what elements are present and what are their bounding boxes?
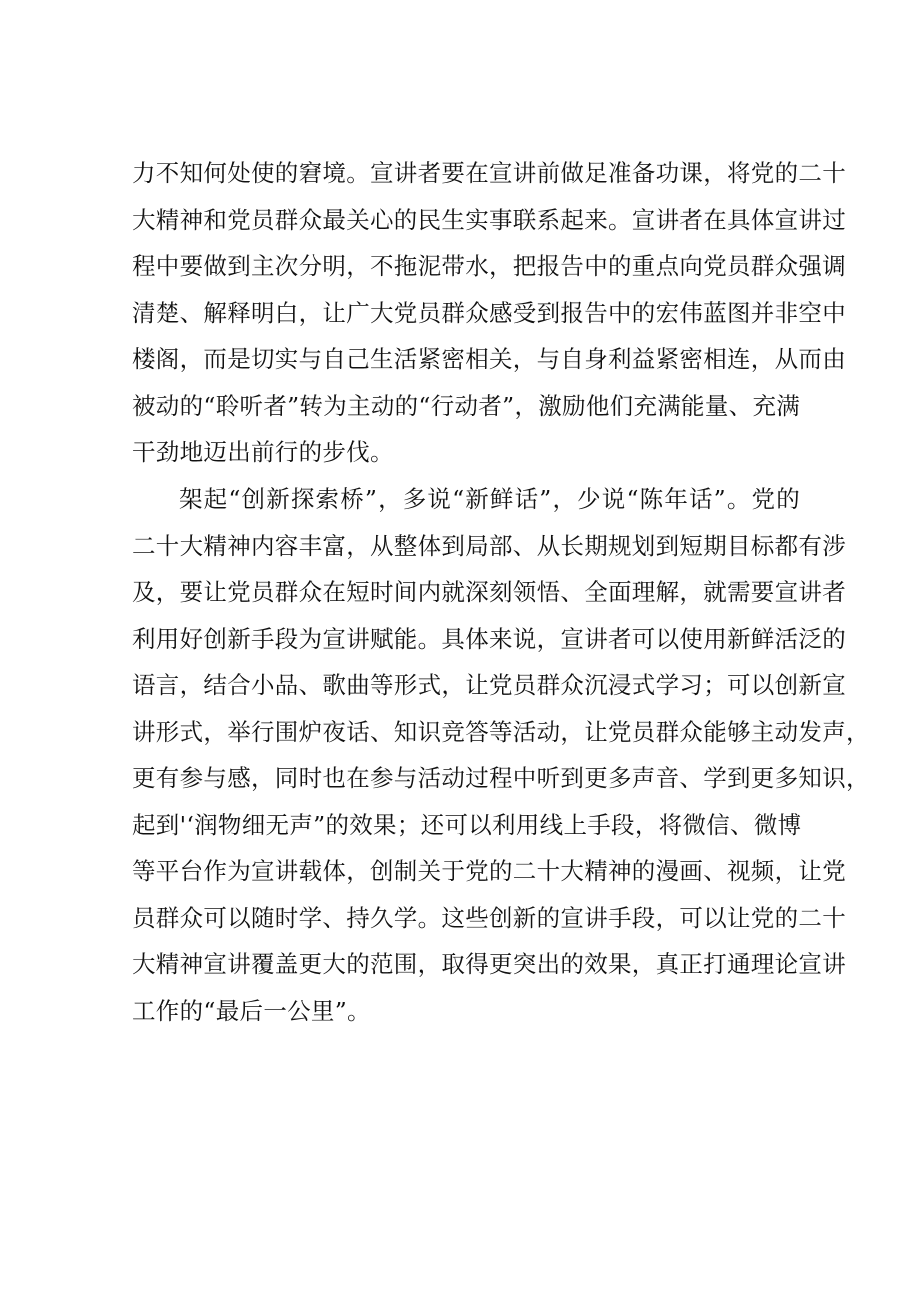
paragraph-line: 员群众可以随时学、持久学。这些创新的宣讲手段，可以让党的二十 (132, 903, 846, 932)
paragraph-line: 架起“创新探索桥”，多说“新鲜话”，少说“陈年话”。党的 (179, 485, 800, 513)
paragraph-line: 等平台作为宣讲载体，创制关于党的二十大精神的漫画、视频，让党 (132, 857, 846, 885)
paragraph-line: 及，要让党员群众在短时间内就深刻领悟、全面理解，就需要宣讲者 (132, 578, 846, 606)
paragraph-line: 语言，结合小品、歌曲等形式，让党员群众沉浸式学习；可以创新宣 (132, 671, 846, 699)
paragraph-line: 工作的“最后一公里”。 (132, 996, 371, 1025)
paragraph-line: 大精神和党员群众最关心的民生实事联系起来。宣讲者在具体宣讲过 (132, 205, 846, 234)
paragraph-line: 起到'‘润物细无声”的效果；还可以利用线上手段，将微信、微博 (132, 810, 802, 839)
paragraph-line: 讲形式，举行围炉夜话、知识竞答等活动，让党员群众能够主动发声， (132, 717, 870, 746)
paragraph-line: 大精神宣讲覆盖更大的范围，取得更突出的效果，真正打通理论宣讲 (132, 950, 846, 978)
paragraph-line: 程中要做到主次分明，不拖泥带水，把报告中的重点向党员群众强调 (132, 252, 846, 280)
paragraph-line: 干劲地迈出前行的步伐。 (132, 438, 394, 466)
paragraph-line: 清楚、解释明白，让广大党员群众感受到报告中的宏伟蓝图并非空中 (132, 298, 846, 327)
paragraph-1 (132, 150, 846, 476)
paragraph-2 (132, 476, 870, 1034)
paragraph-line: 利用好创新手段为宣讲赋能。具体来说，宣讲者可以使用新鲜活泛的 (132, 624, 846, 653)
paragraph-line: 力不知何处使的窘境。宣讲者要在宣讲前做足准备功课，将党的二十 (132, 159, 846, 187)
paragraph-line: 更有参与感，同时也在参与活动过程中听到更多声音、学到更多知识， (132, 764, 870, 792)
paragraph-line: 二十大精神内容丰富，从整体到局部、从长期规划到短期目标都有涉 (132, 531, 846, 560)
paragraph-line: 被动的“聆听者”转为主动的“行动者”，激励他们充满能量、充满 (132, 391, 801, 420)
paragraph-line: 楼阁，而是切实与自己生活紧密相关，与自身利益紧密相连，从而由 (132, 345, 846, 373)
